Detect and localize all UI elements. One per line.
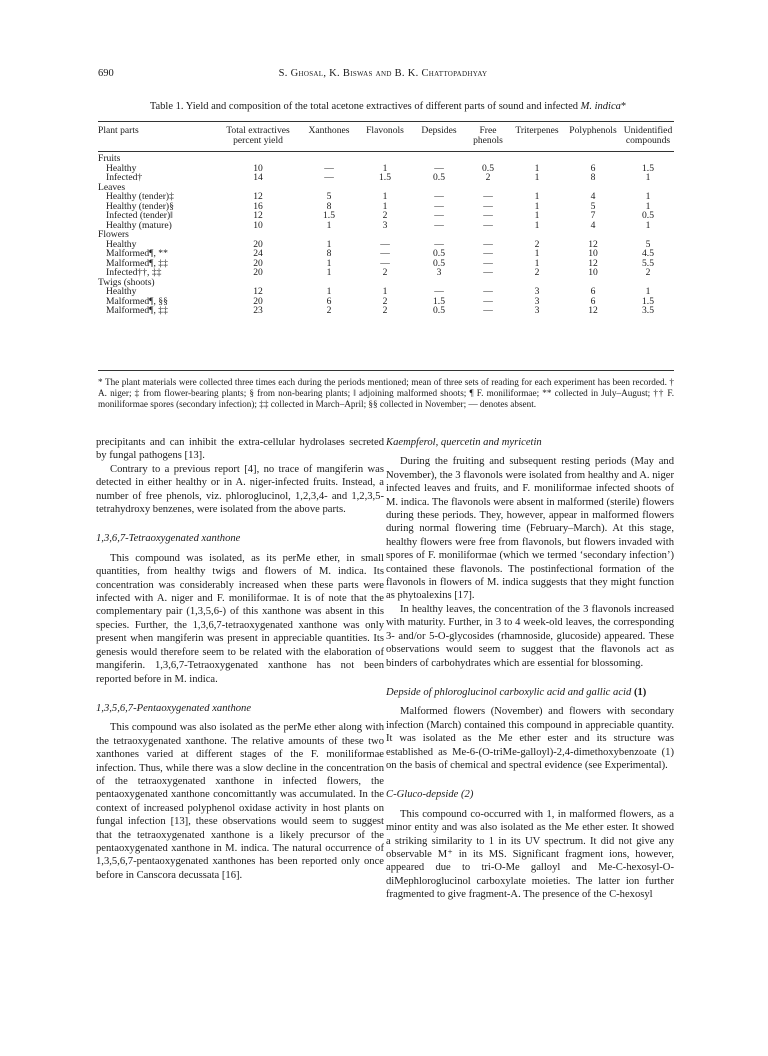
table-cell: 1 [326, 257, 332, 269]
table-cell: 1 [534, 210, 540, 221]
table-cell: 10 [588, 248, 598, 259]
col-header: Free phenols [473, 125, 503, 146]
table-cell: — [434, 210, 444, 221]
row-label: Healthy (tender)§ [106, 200, 174, 212]
table-cell: 6 [590, 286, 596, 297]
left-column [96, 436, 384, 882]
table-cell: 0.5 [433, 305, 445, 316]
table-cell: 12 [253, 191, 263, 202]
table-cell: 3 [382, 219, 388, 231]
table-cell: 10 [253, 219, 263, 231]
paragraph: Malformed flowers (November) and flowers with secondary infection (March) contained this compound in appreciable quantity. It was isolated as the Me ether ester and its structure was established as Me-6-(O-triMe-galloyl)-2,4-dimethoxybenzoate (1) on the basis of chemical and spectral evidence (see Experimental). [386, 706, 674, 771]
table-cell: 1 [382, 200, 388, 212]
table-cell: — [483, 238, 493, 250]
table-group-label: Twigs (shoots) [98, 276, 155, 288]
section-heading: Kaempferol, quercetin and myricetin [386, 437, 542, 448]
table-cell: 2 [382, 295, 388, 307]
table-cell: 0.5 [482, 162, 494, 174]
table-cell: — [483, 210, 493, 221]
col-header: Plant parts [98, 125, 139, 136]
paragraph: This compound co-occurred with 1, in malformed flowers, as a minor entity and was also isolated as the Me ether ester. It showed a striking similarity to 1 in its UV spectrum. It did not give any observable M⁺ in its MS. Significant fragment ions, however, appeared due to tri-O-Me galloyl and Me-C-hexosyl-O-diMephloroglucinol carboxylate moieties. The latter ion further fragmented to give fragment-A. The presence of the C-hexosyl [386, 808, 674, 901]
table-cell: 8 [326, 200, 332, 212]
col-header: Xanthones [308, 125, 350, 136]
table-cell: 0.5 [642, 210, 654, 221]
table-group-row [98, 148, 674, 164]
page-number: 690 [98, 68, 114, 79]
table-cell: 1 [382, 191, 388, 202]
table-cell: 1 [326, 219, 332, 231]
col-header: Polyphenols [569, 125, 617, 136]
table-cell: 3.5 [642, 305, 654, 316]
table-cell: 2 [485, 172, 491, 183]
col-header: Total extractives percent yield [226, 125, 290, 146]
table-cell: — [483, 191, 493, 202]
table-cell: 5.5 [642, 257, 654, 269]
table-row [98, 221, 674, 231]
table-cell: 0.5 [433, 257, 445, 269]
table-cell: 20 [253, 267, 263, 278]
table-cell: 1.5 [642, 295, 654, 307]
table-cell: — [434, 162, 444, 174]
table-cell: 12 [588, 257, 598, 269]
table-cell: 1 [534, 248, 540, 259]
col-header: Triterpenes [515, 125, 559, 136]
table-cell: 2 [534, 238, 540, 250]
table-cell: 1 [645, 191, 651, 202]
table-cell: — [434, 219, 444, 231]
row-label: Healthy (tender)‡ [106, 191, 174, 202]
paragraph: In healthy leaves, the concentration of the 3 flavonols increased with maturity. Further, in 3 to 4 week-old leaves, the corresponding 3- and/or 5-O-glycosides (rhamnoside, glucoside) appeared. These observations would seem to suggest that the flavonols act as binders of carbohydrates which are essential for blossoming. [386, 603, 674, 669]
table-cell: 1 [382, 286, 388, 297]
table-cell: 6 [590, 295, 596, 307]
col-header: Unidentified compounds [623, 125, 673, 146]
table-caption-species: M. indica [580, 101, 621, 112]
table-cell: 1 [534, 191, 540, 202]
table-cell: 3 [436, 267, 442, 278]
paragraph: During the fruiting and subsequent resting periods (May and November), the 3 flavonols were isolated from healthy and A. niger infected leaves and fruits, and F. moniliformae infected shoots of M. indica. The flavonols were absent in malformed (sterile) flowers during these periods. They, however, appear in malformed flowers during normal flowering time (February–March). At this stage, healthy flowers were free from flavonols, but flowers invaded with spores of F. moniliformae (which we termed ‘secondary infection’) contained these flavonols. The postinfectional formation of the flavonols in flowers of M. indica suggests that they might function as phytoalexins [17]. [386, 456, 674, 602]
paragraph: This compound was isolated, as its perMe ether, in small quantities, from healthy twigs and flowers of M. indica. Its concentration was considerably increased when these parts were infected with A. niger and F. moniliformae. It is of note that the complementary pair (1,3,5,6-) of this xanthone was absent in this species. Further, the 1,3,6,7-tetraoxygenated xanthone was only present when mangiferin was present in appreciable quantities. Its genesis would therefore seem to be related with the elaboration of mangiferin. 1,3,6,7-Tetraoxygenated xanthone has not been reported before in M. indica. [96, 552, 384, 685]
table-cell: 1 [534, 172, 540, 183]
table-cell: 20 [253, 238, 263, 250]
row-label: Infected (tender)‖ [106, 210, 173, 221]
table-cell: — [483, 295, 493, 307]
table-bottom-rule [98, 370, 674, 371]
table-caption-mark: * [620, 101, 627, 112]
paragraph: Contrary to a previous report [4], no trace of mangiferin was detected in either healthy or in A. niger-infected fruits. Instead, a number of free phenols, viz. phloroglucinol, 1,2,3,4- and 1,2,3,5-tetrahydroxy benzenes, were isolated from the above parts. [96, 463, 384, 516]
table-cell: 1.5 [433, 295, 445, 307]
section-heading: 1,3,6,7-Tetraoxygenated xanthone [96, 533, 241, 545]
row-label: Healthy [106, 162, 137, 174]
table-cell: 0.5 [433, 172, 445, 183]
table-cell: 10 [588, 267, 598, 278]
table-group-label: Leaves [98, 181, 126, 193]
table-caption-text: Table 1. Yield and composition of the total acetone extractives of different parts of sound and infected [149, 101, 579, 112]
table-cell: 10 [253, 162, 263, 174]
table-cell: 4 [590, 219, 596, 231]
table-cell: — [483, 267, 493, 278]
table-cell: 4 [590, 191, 596, 202]
col-header: Flavonols [366, 125, 404, 136]
row-label: Malformed¶, ‡‡ [106, 305, 168, 316]
table-cell: 1 [326, 267, 332, 278]
row-label: Infected† [106, 172, 143, 183]
paragraph: This compound was also isolated as the perMe ether along with the tetraoxygenated xanthone. The relative amounts of these two xanthones varied at different stages of the F. moniliformae infection. Thus, while there was a slow decline in the concentration of the tetraoxygenated xanthone in infected flowers, the pentaoxygenated xanthone concomittantly was accumulated. In the context of increased polyphenol oxidase activity in host plants on fungal infection [13], these observations would seem to suggest that the tetraoxygenated xanthone is a likely precursor of the pentaoxygenated xanthone in M. indica. The natural occurrence of 1,3,5,6,7-pentaoxygenated xanthones has been reported only once before in Canscora decussata [16]. [96, 722, 384, 881]
table-cell: 6 [590, 162, 596, 174]
table-cell: 2 [645, 267, 651, 278]
table-cell: 1.5 [323, 210, 335, 221]
table-caption [98, 101, 678, 112]
table-group-label: Flowers [98, 229, 129, 240]
table-cell: 12 [253, 286, 263, 297]
table-cell: 1.5 [379, 172, 391, 183]
table-cell: 2 [534, 267, 540, 278]
table-cell: 1 [645, 172, 651, 183]
table-cell: — [434, 191, 444, 202]
table-cell: 24 [253, 248, 263, 259]
row-label: Healthy [106, 286, 137, 297]
table-cell: 6 [326, 295, 332, 307]
table-cell: 1.5 [642, 162, 654, 174]
table-cell: — [483, 286, 493, 297]
running-header [98, 68, 668, 84]
table-cell: 1 [534, 257, 540, 269]
table-cell: 2 [382, 267, 388, 278]
table-cell: 5 [645, 238, 651, 250]
table-cell: 20 [253, 257, 263, 269]
section-heading: C-Gluco-depside (2) [386, 789, 474, 801]
section-heading-text: Depside of phloroglucinol carboxylic acid and gallic acid [386, 686, 632, 698]
table-cell: 1 [534, 200, 540, 212]
table-cell: — [434, 286, 444, 297]
row-label: Healthy (mature) [106, 219, 172, 231]
table-cell: 8 [326, 248, 332, 259]
table-cell: 3 [534, 286, 540, 297]
table-cell: 3 [534, 305, 540, 316]
table-row [98, 306, 674, 316]
table-cell: — [434, 200, 444, 212]
table-cell: 5 [326, 191, 332, 202]
table-header-row [98, 126, 674, 148]
table-cell: 2 [382, 210, 388, 221]
table-cell: 1 [645, 286, 651, 297]
running-authors: S. Ghosal, K. Biswas and B. K. Chattopadhyay [278, 68, 488, 79]
compound-number: (1) [633, 686, 647, 698]
table-row [98, 268, 674, 278]
row-label: Healthy [106, 238, 137, 250]
table-top-rule [98, 121, 674, 122]
table-cell: — [434, 238, 444, 250]
table-cell: — [483, 257, 493, 269]
table-cell: 4.5 [642, 248, 654, 259]
table-row [98, 173, 674, 183]
table-cell: — [483, 248, 493, 259]
table-cell: 2 [326, 305, 332, 316]
composition-table [98, 126, 674, 316]
row-label: Malformed¶, ** [106, 248, 168, 259]
table-cell: — [483, 305, 493, 316]
section-heading: 1,3,5,6,7-Pentaoxygenated xanthone [96, 702, 252, 714]
table-cell: 0.5 [433, 248, 445, 259]
table-cell: 2 [382, 305, 388, 316]
table-cell: 7 [590, 210, 596, 221]
table-cell: 12 [253, 210, 263, 221]
table-cell: 16 [253, 200, 263, 212]
table-cell: 1 [326, 238, 332, 250]
row-label: Malformed¶, ‡‡ [106, 257, 168, 269]
table-cell: — [483, 200, 493, 212]
col-header: Depsides [421, 125, 457, 136]
table-cell: 3 [534, 295, 540, 307]
table-cell: 12 [588, 238, 598, 250]
table-cell: — [324, 162, 334, 174]
table-cell: 20 [253, 295, 263, 307]
table-cell: 1 [382, 162, 388, 174]
table-cell: 12 [588, 305, 598, 316]
table-cell: — [483, 219, 493, 231]
table-cell: — [380, 257, 390, 269]
table-cell: 14 [253, 172, 263, 183]
table-group-label: Fruits [98, 153, 121, 164]
table-cell: 1 [326, 286, 332, 297]
table-cell: — [380, 248, 390, 259]
row-label: Malformed¶, §§ [106, 295, 168, 307]
table-cell: 1 [645, 200, 651, 212]
paragraph: precipitants and can inhibit the extra-cellular hydrolases secreted by fungal pathogens [13]. [96, 437, 384, 462]
table-cell: 5 [590, 200, 596, 212]
section-heading [386, 686, 674, 699]
table-cell: — [380, 238, 390, 250]
table-cell: — [324, 172, 334, 183]
table-cell: 1 [534, 162, 540, 174]
table-cell: 23 [253, 305, 263, 316]
table-cell: 1 [645, 219, 651, 231]
table-cell: 1 [534, 219, 540, 231]
table-cell: 8 [590, 172, 596, 183]
row-label: Infected††, ‡‡ [106, 267, 162, 278]
table-footnote: * The plant materials were collected three times each during the periods mentioned; mean of three sets of reading for each experiment has been recorded. † A. niger; ‡ from flower-bearing plants; § from non-bearing plants; ‖ adjoining malformed shoots; ¶ F. moniliformae; ** collected in July–August; †† F. moniliformae spores (secondary infection); ‡‡ collected in March–April; §§ collected in November; — denotes absent. [98, 377, 674, 409]
right-column [386, 436, 674, 902]
